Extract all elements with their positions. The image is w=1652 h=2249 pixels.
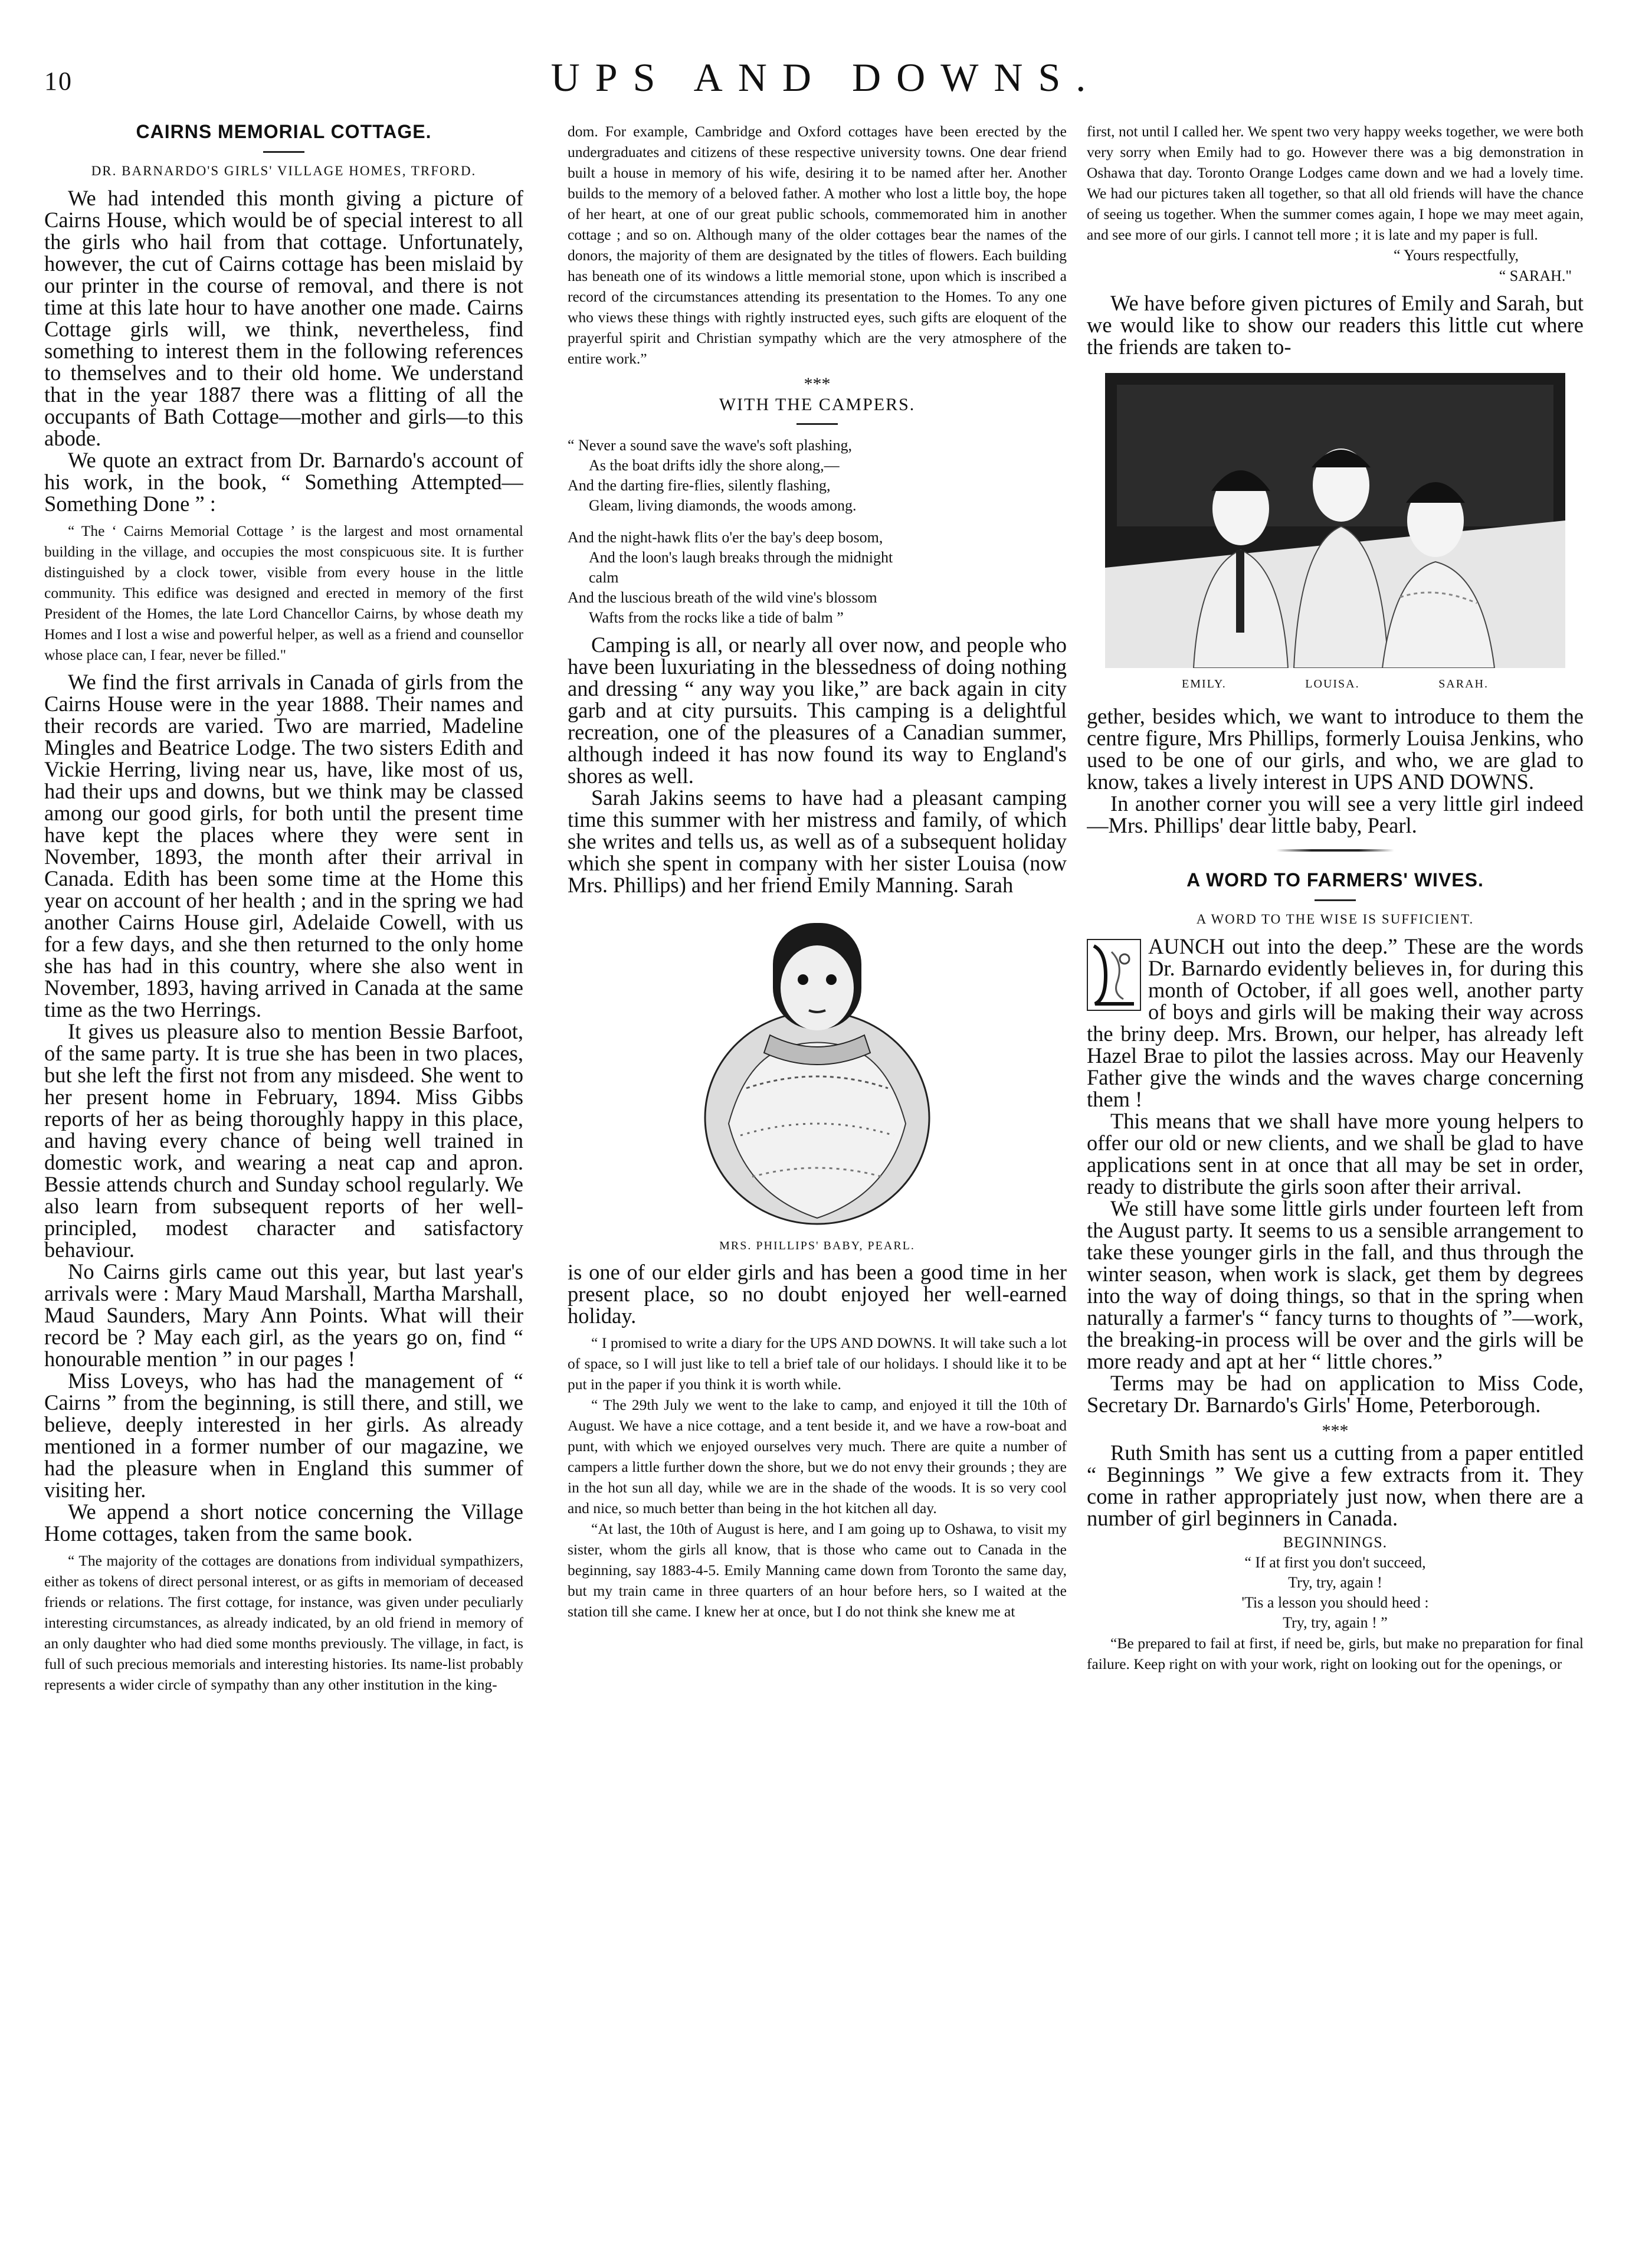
paragraph: We append a short notice concerning the Village Home cottages, taken from the same book. bbox=[44, 1500, 523, 1546]
verse-line: Try, try, again ! ” bbox=[1283, 1614, 1388, 1631]
paragraph: We find the first arrivals in Canada of girls from the Cairns House were in the year 1888. Their names and their records are varied. Two are married, Madeline Mingles and Beatrice Lodge. The two sisters Edith and Vickie Herring, living near us, have, like most of us, had their ups and downs, but we think may be classed among our good girls, for both until the present time have kept the places where they were sent in November, 1893, the month after their arrival in Canada. Edith has been some time at the Home this year on account of her health ; and in the spring we had another Cairns House girl, Adelaide Cowell, with us for a few days, and she then returned to the only home she has had in this country, where she also went in November, 1893, having arrived in Canada at the same time as the two Herrings. bbox=[44, 670, 523, 1022]
quotation-continued: dom. For example, Cambridge and Oxford cottages have been erected by the undergraduates and citizens of these respective university towns. One dear friend built a house in memory of his wife, desiring it to be named after her. Another builds to the memory of a beloved father. A mother who lost a little boy, the hope of her heart, at one of our great public schools, commemorated him in another cottage ; and so on. Although many of the older cottages bear the names of the donors, the majority of them are designated by the titles of flowers. Each building has beneath one of its windows a little memorial stone, upon which is inscribed a record of the circumstances attending its presentation to the Homes. To any one who views these things with rightly instructed eyes, such gifts are eloquent of the prayerful spirit and Christian sympathy which are the very atmosphere of the entire work.” bbox=[568, 123, 1067, 367]
column-right bbox=[1087, 121, 1584, 2222]
article-title-cairns: CAIRNS MEMORIAL COTTAGE. bbox=[136, 121, 432, 142]
beginnings-title: BEGINNINGS. bbox=[1283, 1534, 1388, 1551]
letter-paragraph: “ The 29th July we went to the lake to camp, and enjoyed it till the 10th of August. We have a nice cottage, and a tent beside it, and we have a row-boat and punt, with which we enjoyed ourselves very much. There are quite a number of campers a little further down the shore, but we do not envy their grounds ; they are in the hot sun all day, while we are in the shade of the woods. It is so very cool and nice, so much better than being in the hot kitchen all day. bbox=[568, 1396, 1067, 1517]
title-rule bbox=[263, 151, 304, 153]
letter-closing: “ Yours respectfully, bbox=[1393, 247, 1519, 264]
article-subtitle-cairns: DR. BARNARDO'S GIRLS' VILLAGE HOMES, TRFORD. bbox=[91, 163, 477, 178]
column-middle bbox=[568, 121, 1067, 2222]
paragraph: We still have some little girls under fourteen left from the August party. It seems to us a sensible arrangement to take these younger girls in the fall, and thus through the winter season, when work is slack, get them by degrees into the way of doing things, so that in the spring when naturally a farmer's “ fancy turns to thoughts of ”—work, the breaking-in process will be over and the girls will be more ready and apt at her “ little chores.” bbox=[1087, 1196, 1584, 1373]
column-left bbox=[44, 121, 523, 2222]
photo-label: EMILY. bbox=[1182, 677, 1227, 690]
photo-label: LOUISA. bbox=[1305, 677, 1360, 690]
title-rule bbox=[796, 423, 838, 425]
paragraph: No Cairns girls came out this year, but last year's arrivals were : Mary Maud Marshall, Martha Marshall, Maud Saunders, Mary Ann Points. What will their record be ? May each girl, as the years go on, find “ honourable mention ” in our pages ! bbox=[44, 1259, 523, 1371]
paragraph: In another corner you will see a very little girl indeed—Mrs. Phillips' dear little baby, Pearl. bbox=[1087, 791, 1584, 837]
poem-line: And the darting fire-flies, silently flashing, bbox=[568, 477, 831, 494]
friends-photo-caption bbox=[1182, 677, 1489, 699]
quotation: “ The ‘ Cairns Memorial Cottage ’ is the largest and most ornamental building in the village, and occupies the most conspicuous site. It is further distinguished by a clock tower, visible from every house in the little community. This edifice was designed and erected in memory of the first President of the Homes, the late Lord Chancellor Cairns, by whose death my Homes and I lost a wise and powerful helper, as well as a friend and counsellor whose place can, I fear, never be filled." bbox=[44, 522, 523, 663]
title-rule bbox=[1315, 899, 1356, 901]
verse-line: Try, try, again ! bbox=[1288, 1574, 1382, 1591]
baby-photo-caption: MRS. PHILLIPS' BABY, PEARL. bbox=[719, 1239, 915, 1252]
letter-signature: “ SARAH." bbox=[1499, 267, 1572, 284]
poem-line: And the loon's laugh breaks through the midnight bbox=[589, 549, 893, 566]
paragraph: We have before given pictures of Emily and Sarah, but we would like to show our readers this little cut where the friends are taken to- bbox=[1087, 291, 1584, 359]
friends-photo bbox=[1105, 373, 1565, 668]
paragraph: Ruth Smith has sent us a cutting from a paper entitled “ Beginnings ” We give a few extracts from it. They come in rather appropriately just now, when there are a number of girl beginners in Canada. bbox=[1087, 1441, 1584, 1530]
photo-label: SARAH. bbox=[1438, 677, 1489, 690]
paragraph: gether, besides which, we want to introduce to them the centre figure, Mrs Phillips, formerly Louisa Jenkins, who used to be one of our girls, and who, we are glad to know, takes a lively interest in UPS AND DOWNS. bbox=[1087, 704, 1584, 794]
section-stars: *** bbox=[804, 374, 831, 394]
verse-line: “ If at first you don't succeed, bbox=[1244, 1554, 1426, 1571]
friends-illustration bbox=[1105, 373, 1565, 668]
poem-line: calm bbox=[589, 569, 619, 586]
paragraph: We quote an extract from Dr. Barnardo's account of his work, in the book, “ Something Attempted—Something Done ” : bbox=[44, 448, 523, 516]
article-title-farmers: A WORD TO FARMERS' WIVES. bbox=[1186, 869, 1484, 891]
poem-line: Gleam, living diamonds, the woods among. bbox=[589, 497, 857, 514]
dropcap-letter bbox=[1087, 939, 1141, 1011]
paragraph: It gives us pleasure also to mention Bessie Barfoot, of the same party. It is true she has been in two places, but she left the first not from any misdeed. She went to her present home in February, 1894. Miss Gibbs reports of her as being thoroughly happy in this place, and having every chance of being well trained in domestic work, and wearing a neat cap and apron. Bessie attends church and Sunday school regularly. We also learn from subsequent reports of her well-principled, modest character and satisfactory behaviour. bbox=[44, 1019, 523, 1262]
poem-line: And the night-hawk flits o'er the bay's deep bosom, bbox=[568, 529, 883, 546]
paragraph: “Be prepared to fail at first, if need be, girls, but make no preparation for final failure. Keep right on with your work, right on looking out for the openings, or bbox=[1087, 1635, 1584, 1672]
dropcap-paragraph bbox=[1087, 935, 1584, 1110]
letter-paragraph: “ I promised to write a diary for the UPS AND DOWNS. It will take such a lot of space, so I will just like to tell a brief tale of our holidays. I should like it to be put in the paper if you think it is worth while. bbox=[568, 1334, 1067, 1393]
paragraph: Miss Loveys, who has had the management of “ Cairns ” from the beginning, is still there, and still, we believe, deeply interested in her girls. As already mentioned in a former number of our magazine, we had the pleasure when in England this summer of visiting her. bbox=[44, 1369, 523, 1502]
poem-line: And the luscious breath of the wild vine's blossom bbox=[568, 589, 877, 606]
beginnings-verse bbox=[1087, 1553, 1584, 1633]
paragraph: We had intended this month giving a picture of Cairns House, which would be of special interest to all the girls who hail from that cottage. Unfortunately, however, the cut of Cairns cottage has been mislaid by our printer in the course of removal, and there is not time at this late hour to have another one made. Cairns Cottage girls will, we think, nevertheless, find something to interest them in the following references to themselves and to their old home. We understand that in the year 1887 there was a flitting of all the occupants of Bath Cottage—mother and girls—to this abode. bbox=[44, 186, 523, 450]
paragraph: AUNCH out into the deep.” These are the words Dr. Barnardo evidently believes in, for during this month of October, if all goes well, another party of boys and girls will be making their way across the briny deep. Mrs. Brown, our helper, has already left Hazel Brae to pilot the lassies across. May our Heavenly Father give the winds and the waves charge concerning them ! bbox=[1087, 934, 1584, 1111]
poem-line: As the boat drifts idly the shore along,— bbox=[589, 457, 840, 474]
baby-photo bbox=[693, 911, 941, 1230]
paragraph: Camping is all, or nearly all over now, and people who have been luxuriating in the blessedness of doing nothing and dressing “ any way you like,” are back again in city garb and at city pursuits. This camping is a delightful recreation, one of the pleasures of a Canadian summer, although indeed it has now found its way to England's shores as well. bbox=[568, 633, 1067, 788]
poem bbox=[568, 436, 1067, 628]
letter-paragraph: “At last, the 10th of August is here, and I am going up to Oshawa, to visit my sister, whom the girls all know, that is those who came out to Canada in the beginning, say 1883-4-5. Emily Manning came down from Toronto the same day, but my train came in three quarters of an hour before hers, so I waited at the station till she came. I knew her at once, but I do not think she knew me at bbox=[568, 1520, 1067, 1620]
article-subtitle-farmers: A WORD TO THE WISE IS SUFFICIENT. bbox=[1196, 912, 1474, 927]
letter-paragraph: first, not until I called her. We spent two very happy weeks together, we were both very sorry when Emily had to go. However there was a big demonstration in Oshawa that day. Toronto Orange Lodges came down and we had a lovely time. We had our pictures taken all together, so that all old friends will have the chance of seeing us together. When the summer comes again, I hope we may meet again, and see more of our girls. I cannot tell more ; it is late and my paper is full. bbox=[1087, 123, 1584, 243]
section-divider bbox=[1276, 849, 1394, 852]
quotation: “ The majority of the cottages are donations from individual sympathizers, either as tokens of direct personal interest, or as gifts in memoriam of deceased friends or relations. The first cottage, for instance, was given under peculiarly interesting circumstances, as already indicated, by an old friend in memory of an only daughter who had died some months previously. The village, in fact, is full of such precious memorials and interesting histories. Its name-list probably represents a wider circle of sympathy than any other institution in the king- bbox=[44, 1552, 523, 1693]
paragraph: is one of our elder girls and has been a good time in her present place, so no doubt enjoyed her well-earned holiday. bbox=[568, 1260, 1067, 1328]
running-head: UPS AND DOWNS. bbox=[550, 55, 1102, 100]
section-stars: *** bbox=[1322, 1421, 1349, 1441]
poem-line: Wafts from the rocks like a tide of balm ” bbox=[589, 609, 844, 626]
verse-line: 'Tis a lesson you should heed : bbox=[1241, 1594, 1429, 1611]
section-title-campers: WITH THE CAMPERS. bbox=[719, 395, 916, 414]
paragraph: Terms may be had on application to Miss Code, Secretary Dr. Barnardo's Girls' Home, Peterborough. bbox=[1087, 1371, 1584, 1417]
poem-line: “ Never a sound save the wave's soft plashing, bbox=[568, 437, 852, 454]
baby-illustration bbox=[693, 911, 941, 1230]
paragraph: Sarah Jakins seems to have had a pleasant camping time this summer with her mistress and family, of which she writes and tells us, as well as of a subsequent holiday which she spent in company with her sister Louisa (now Mrs. Phillips) and her friend Emily Manning. Sarah bbox=[568, 785, 1067, 897]
paragraph: This means that we shall have more young helpers to offer our old or new clients, and we shall be glad to have applications sent in at once that all may be set in order, ready to distribute the girls soon after their arrival. bbox=[1087, 1109, 1584, 1199]
page-number: 10 bbox=[44, 67, 73, 96]
